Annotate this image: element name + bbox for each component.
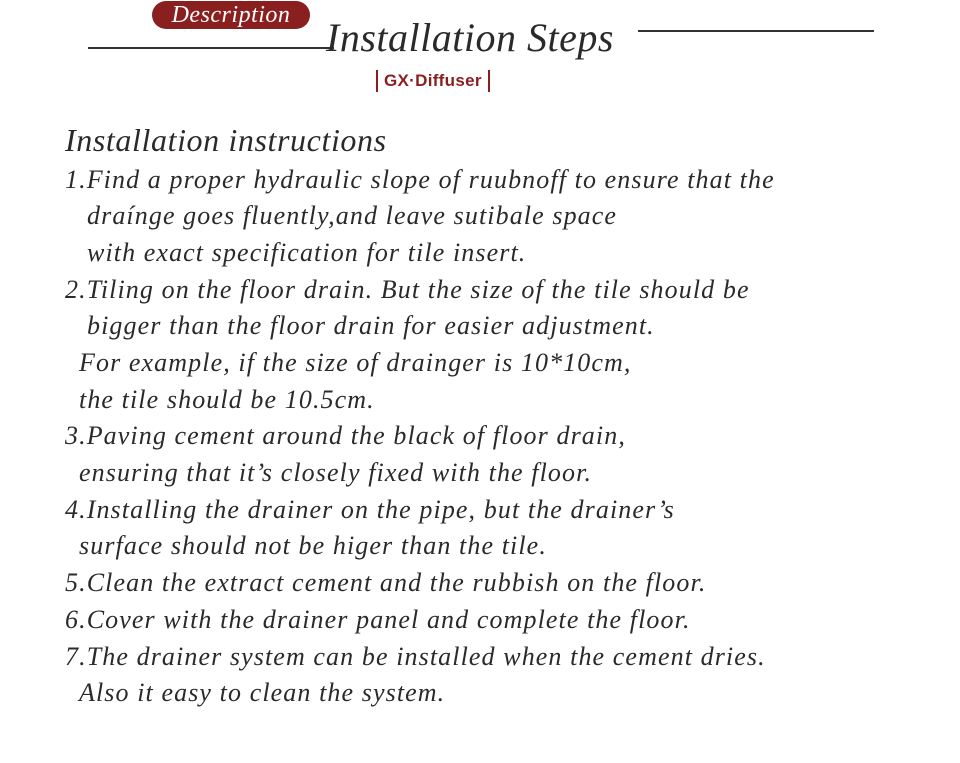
instruction-line: draínge goes fluently,and leave sutibale space [87,201,618,230]
product-tag-label: GX·Diffuser [384,71,482,90]
page-title: Installation Steps [326,15,614,60]
instruction-line: 2.Tiling on the floor drain. But the size of the tile should be [65,275,750,304]
instruction-line: surface should not be higer than the tile. [79,531,547,560]
instruction-line: 6.Cover with the drainer panel and complete the floor. [65,605,691,634]
instructions-heading: Installation instructions [65,122,387,158]
product-tag [376,68,490,94]
instruction-line: 4.Installing the drainer on the pipe, but the drainer’s [65,495,675,524]
tag-bar-right [488,70,490,92]
instruction-line: bigger than the floor drain for easier adjustment. [87,311,655,340]
instruction-line: 5.Clean the extract cement and the rubbish on the floor. [65,568,707,597]
title-rule-right [638,30,874,32]
description-badge: Description [152,1,310,29]
instruction-line: 1.Find a proper hydraulic slope of ruubnoff to ensure that the [65,165,775,194]
instruction-line: Also it easy to clean the system. [79,678,446,707]
instruction-line: ensuring that it’s closely fixed with the floor. [79,458,593,487]
title-rule-left [88,47,334,49]
instruction-line: 3.Paving cement around the black of floor drain, [65,421,626,450]
instruction-line: 7.The drainer system can be installed when the cement dries. [65,642,766,671]
instruction-line: For example, if the size of drainger is 10*10cm, [79,348,632,377]
instruction-line: with exact specification for tile insert. [87,238,527,267]
instruction-line: the tile should be 10.5cm. [79,385,375,414]
